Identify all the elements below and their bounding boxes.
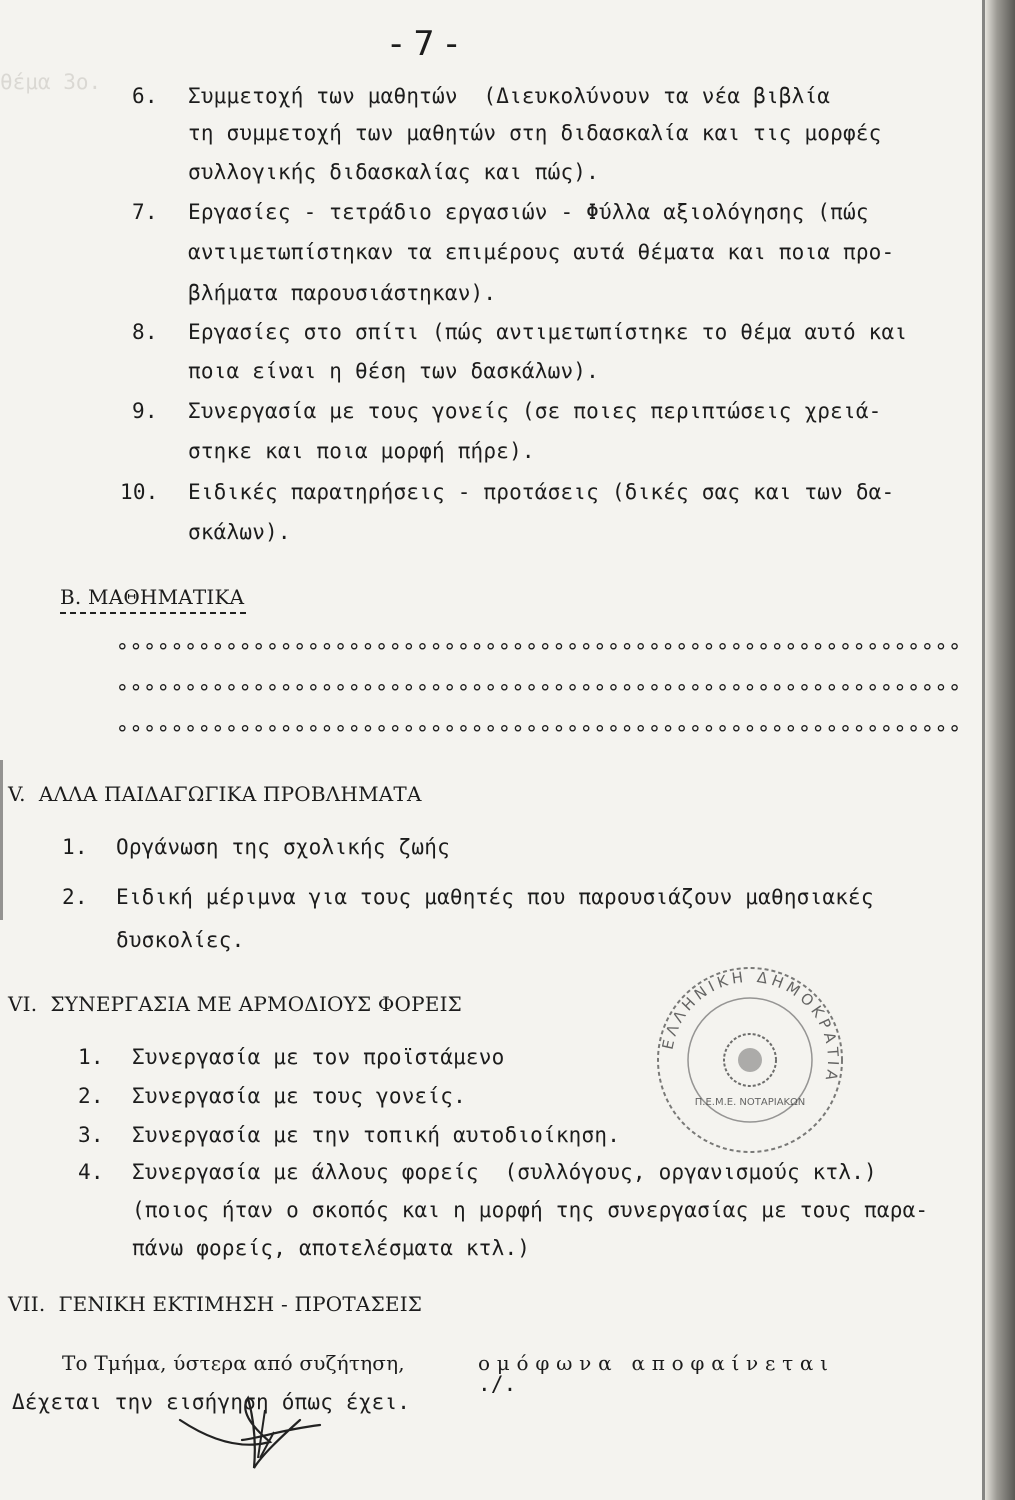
section-b-underline [60,612,246,614]
item-6-number: 6. [132,84,158,108]
closing-text: Δέχεται την εισήγηση όπως έχει. [12,1390,411,1414]
item-7-line-3: βλήματα παρουσιάστηκαν). [188,281,497,305]
decision-spaced-text: ο μ ό φ ω ν α α π ο φ α ί ν ε τ α ι [478,1351,829,1375]
section-vii-heading: VII. ΓΕΝΙΚΗ ΕΚΤΙΜΗΣΗ - ΠΡΟΤΑΣΕΙΣ [8,1292,423,1316]
bleed-through-text: θέμα 3ο. [0,70,102,94]
official-stamp [650,960,850,1160]
section-vi-item-1-text: Συνεργασία με τον προϊστάμενο [132,1045,505,1069]
section-vi-item-3-number: 3. [78,1123,104,1147]
section-vi-item-2-number: 2. [78,1084,104,1108]
handwritten-signature [170,1380,330,1480]
section-b-heading: Β. ΜΑΘΗΜΑΤΙΚΑ [60,585,245,609]
item-9-line-2: στηκε και ποια μορφή πήρε). [188,439,535,463]
item-10-number: 10. [120,480,159,504]
page-edge-line [982,0,985,1500]
item-8-line-2: ποια είναι η θέση των δασκάλων). [188,359,599,383]
end-mark: ./. [478,1372,517,1396]
stamp-inner-text: Π.Ε.Μ.Ε. ΝΟΤΑΡΙΑΚΩΝ [694,1097,806,1108]
item-6-line-3: συλλογικής διδασκαλίας και πώς). [188,160,599,184]
section-v-item-2-line-2: δυσκολίες. [116,928,245,952]
decision-lead-text: Το Τμήμα, ύστερα από συζήτηση, [62,1351,405,1375]
section-v-item-2-line-1: Ειδική μέριμνα για τους μαθητές που παρουσιάζουν μαθησιακές [116,885,874,909]
item-9-line-1: Συνεργασία με τους γονείς (σε ποιες περιπτώσεις χρειά- [188,399,882,423]
item-7-line-1: Εργασίες - τετράδιο εργασιών - Φύλλα αξιολόγησης (πώς [188,200,869,224]
item-6-line-2: τη συμμετοχή των μαθητών στη διδασκαλία και τις μορφές [188,121,882,145]
section-vi-item-2-text: Συνεργασία με τους γονείς. [132,1084,466,1108]
section-v-item-2-number: 2. [62,885,88,909]
section-vi-item-3-text: Συνεργασία με την τοπική αυτοδιοίκηση. [132,1123,621,1147]
page-edge-shadow [985,0,1015,1500]
dotted-line-3: °°°°°°°°°°°°°°°°°°°°°°°°°°°°°°°°°°°°°°°°°°°°°°°°°°°°°°°°°°°°°° [116,722,962,746]
section-v-item-1-text: Οργάνωση της σχολικής ζωής [116,835,450,859]
item-8-line-1: Εργασίες στο σπίτι (πώς αντιμετωπίστηκε το θέμα αυτό και [188,320,908,344]
section-vi-item-4-number: 4. [78,1160,104,1184]
section-vi-item-1-number: 1. [78,1045,104,1069]
dotted-line-2: °°°°°°°°°°°°°°°°°°°°°°°°°°°°°°°°°°°°°°°°°°°°°°°°°°°°°°°°°°°°°° [116,681,962,705]
section-v-heading: V. ΑΛΛΑ ΠΑΙΔΑΓΩΓΙΚΑ ΠΡΟΒΛΗΜΑΤΑ [8,782,422,806]
stamp-outer-text: ΕΛΛΗΝΙΚΗ ΔΗΜΟΚΡΑΤΙΑ [658,967,843,1086]
left-margin-mark [0,760,3,920]
item-9-number: 9. [132,399,158,423]
section-vi-heading: VI. ΣΥΝΕΡΓΑΣΙΑ ΜΕ ΑΡΜΟΔΙΟΥΣ ΦΟΡΕΙΣ [8,992,463,1016]
section-v-item-1-number: 1. [62,835,88,859]
section-vi-item-4-line-1: Συνεργασία με άλλους φορείς (συλλόγους, οργανισμούς κτλ.) [132,1160,877,1184]
item-10-line-1: Ειδικές παρατηρήσεις - προτάσεις (δικές σας και των δα- [188,480,895,504]
page-number: - 7 - [390,24,458,64]
item-10-line-2: σκάλων). [188,520,291,544]
item-8-number: 8. [132,320,158,344]
item-7-line-2: αντιμετωπίστηκαν τα επιμέρους αυτά θέματα και ποια προ- [188,240,895,264]
section-vi-item-4-line-3: πάνω φορείς, αποτελέσματα κτλ.) [132,1236,531,1260]
dotted-line-1: °°°°°°°°°°°°°°°°°°°°°°°°°°°°°°°°°°°°°°°°°°°°°°°°°°°°°°°°°°°°°° [116,640,962,664]
section-vi-item-4-line-2: (ποιος ήταν ο σκοπός και η μορφή της συνεργασίας με τους παρα- [132,1198,929,1222]
item-7-number: 7. [132,200,158,224]
item-6-line-1: Συμμετοχή των μαθητών (Διευκολύνουν τα νέα βιβλία [188,84,831,108]
